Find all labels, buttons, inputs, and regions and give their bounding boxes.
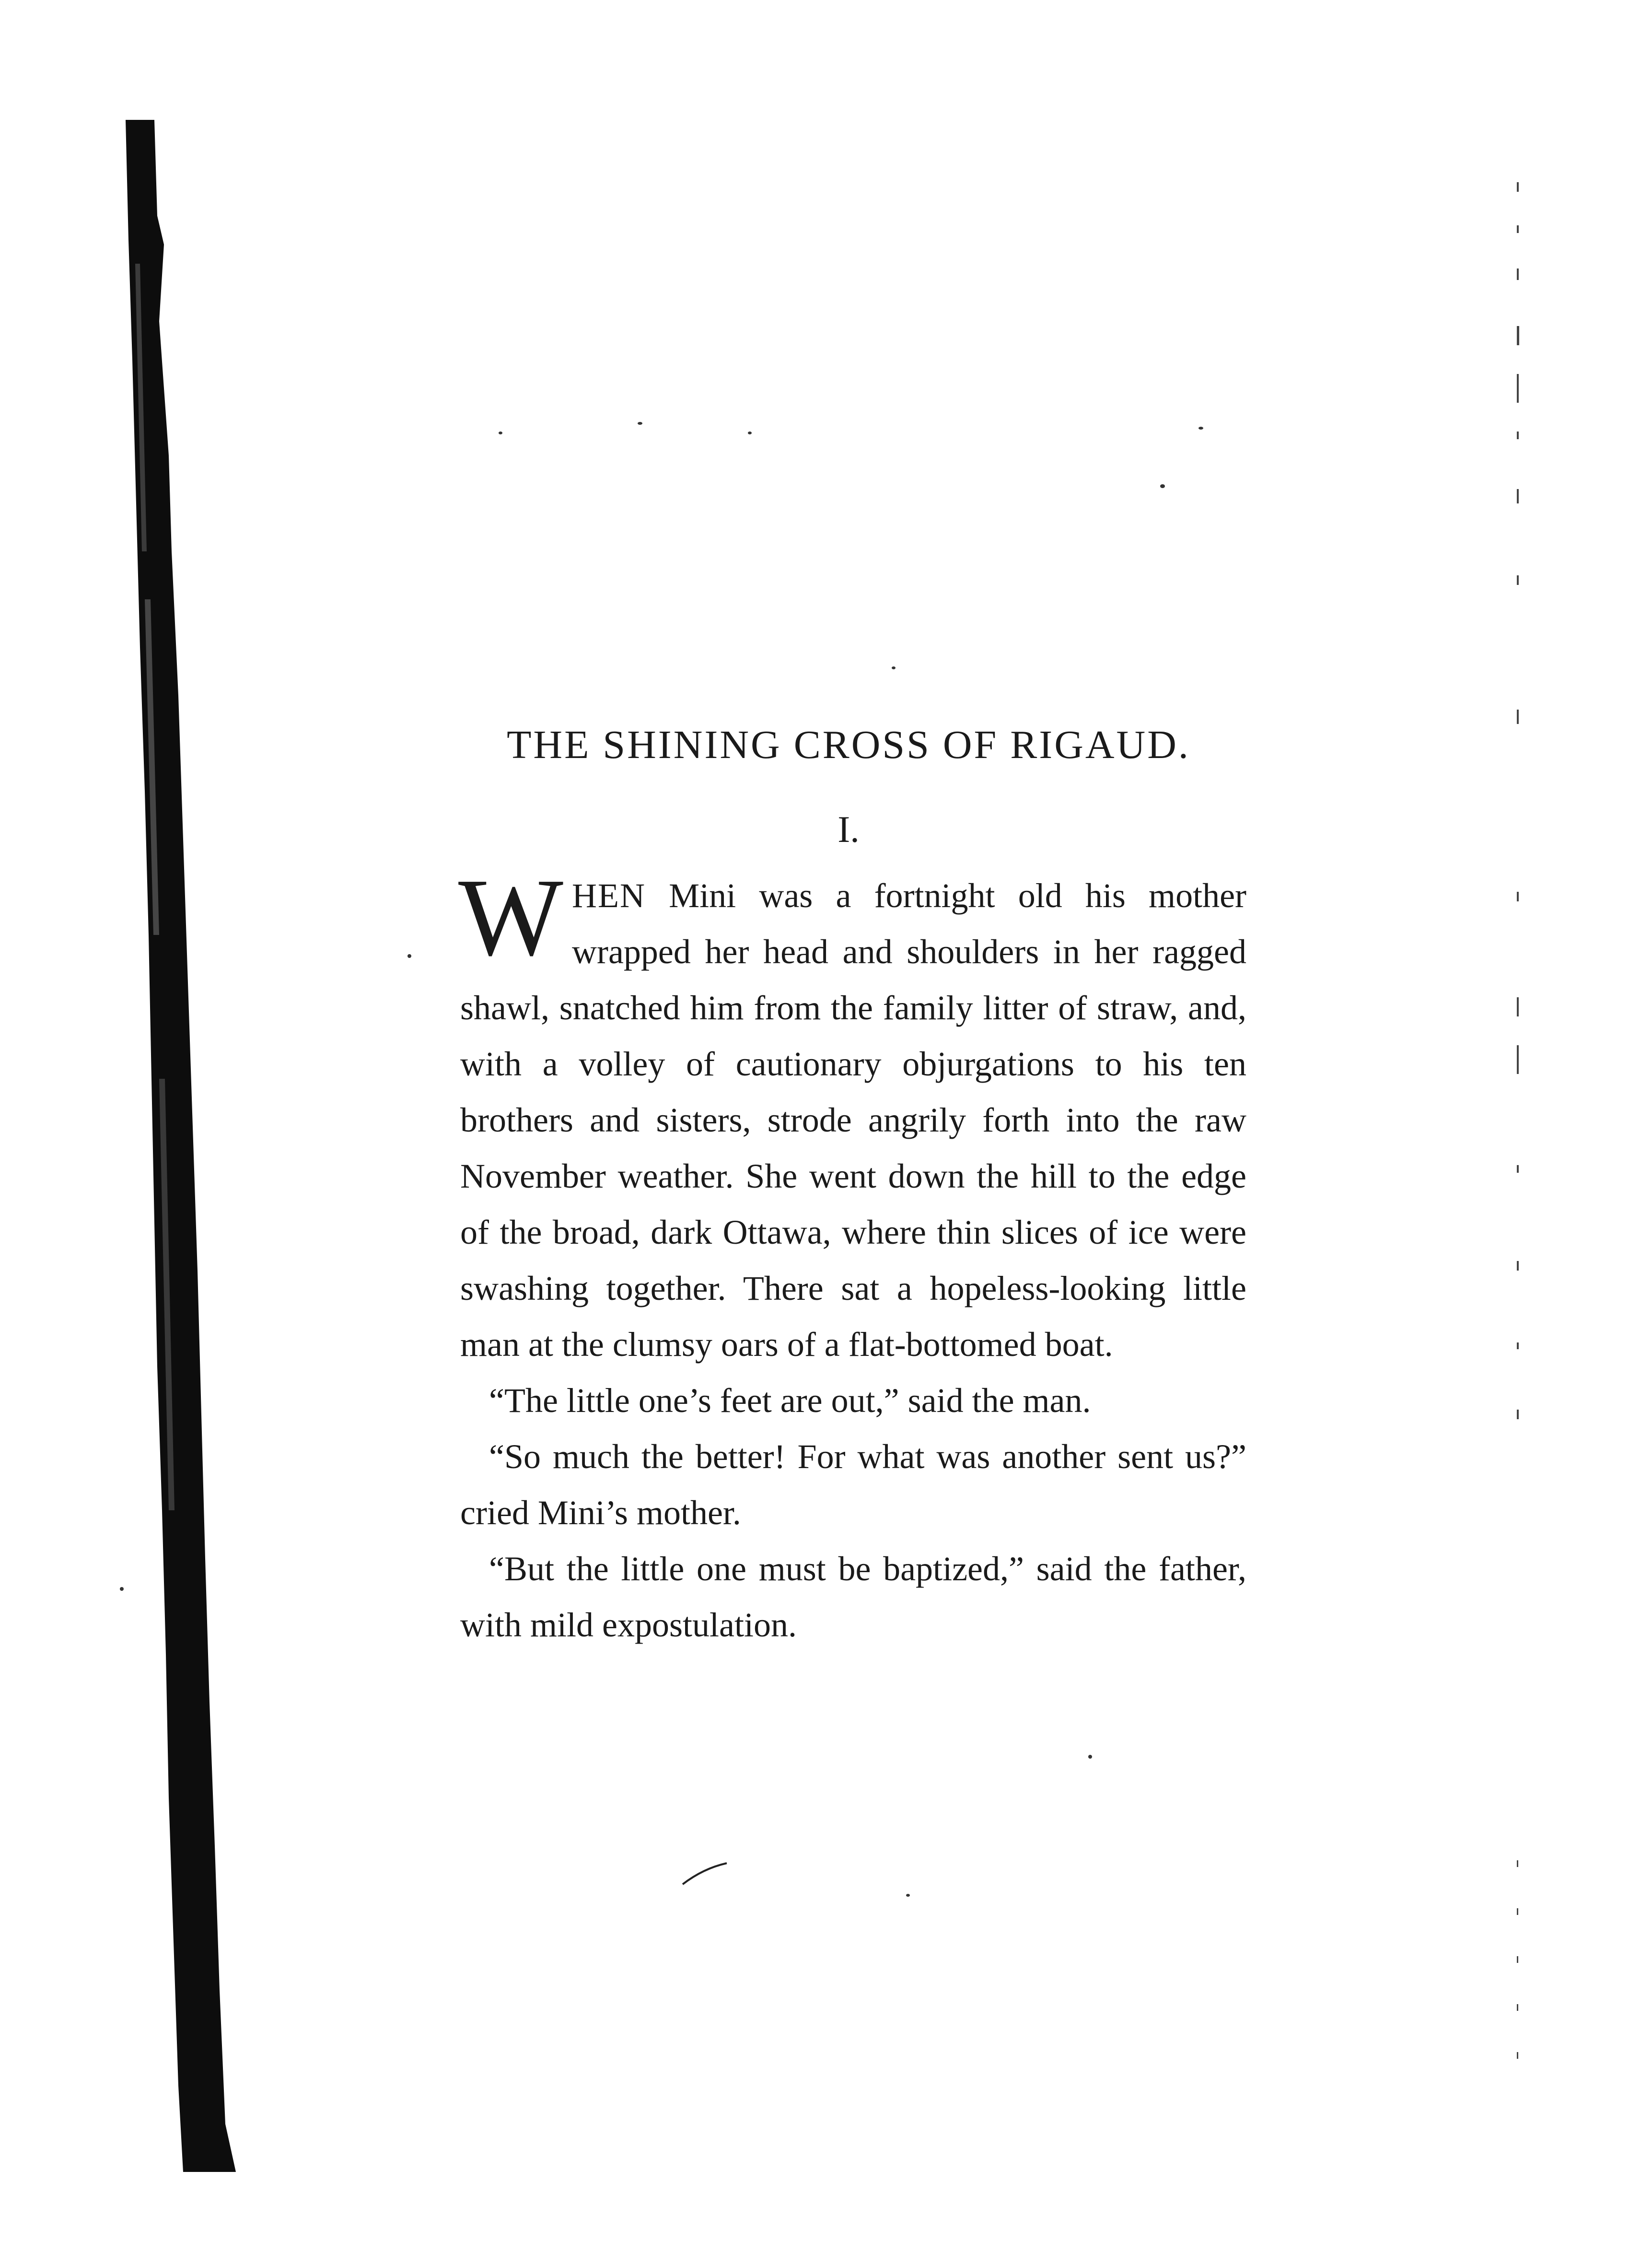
binding-shadow-graphic: [126, 120, 236, 2172]
pencil-mark: [681, 1860, 733, 1889]
right-edge-marks-graphic: [1510, 182, 1529, 2148]
page-title: THE SHINING CROSS OF RIGAUD.: [507, 723, 1190, 767]
paragraph-2: “The little one’s feet are out,” said the man.: [489, 1381, 1091, 1420]
speck: [1088, 1755, 1092, 1759]
paragraph-1: [458, 856, 1246, 1373]
drop-cap: W: [458, 856, 563, 979]
chapter-number: I.: [838, 808, 860, 850]
speck: [906, 1894, 910, 1897]
right-edge-marks: [1510, 182, 1529, 2148]
speck: [748, 432, 752, 434]
speck: [407, 954, 411, 958]
speck: [499, 432, 502, 434]
paragraph-1-text: Mini was a fortnight old his mother wrapped her head and shoulders in her ragged shawl, snatched him from the family litter of straw, and, with a volley of cautionary objurgations to his ten brothers and sisters, strode angrily forth into the raw November weather. She went down the hill to the edge of the broad, dark Ottawa, where thin slices of ice were swashing together. There sat a hopeless-looking little man at the clumsy oars of a flat-bottomed boat.: [460, 876, 1246, 1364]
lead-caps: HEN: [571, 876, 646, 915]
body-text: [458, 856, 1246, 1653]
speck: [120, 1587, 124, 1591]
speck: [638, 422, 642, 425]
binding-shadow: [126, 120, 236, 2172]
speck: [892, 666, 896, 669]
paragraph-3: “So much the better! For what was another sent us?” cried Mini’s mother.: [460, 1437, 1246, 1532]
paragraph-4: “But the little one must be baptized,” said the father, with mild expostulation.: [460, 1550, 1246, 1644]
speck: [1160, 484, 1165, 488]
speck: [1198, 427, 1203, 430]
